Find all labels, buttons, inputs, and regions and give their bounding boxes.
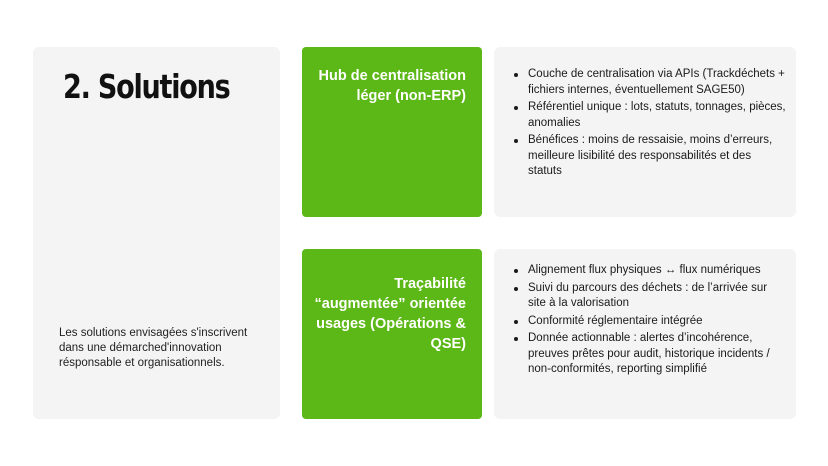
intro-text: Les solutions envisagées s'inscrivent dans une démarched'innovation résponsable et organisationnels.: [59, 327, 248, 369]
list-item-text: Couche de centralisation via APIs (Trackdéchets + fichiers internes, éventuellement SAGE50): [528, 68, 785, 96]
bullet-icon: [514, 337, 518, 341]
list-item: [512, 331, 786, 378]
list-item-text: Bénéfices : moins de ressaisie, moins d’erreurs, meilleure lisibilité des responsabilités et des statuts: [528, 134, 773, 177]
solution-heading-1: Hub de centralisation léger (non-ERP): [318, 68, 466, 104]
bullet-icon: [514, 320, 518, 324]
solution-list-2: [512, 263, 786, 378]
solution-heading-card-1: [302, 47, 482, 217]
list-item: [512, 67, 786, 98]
list-item-text: Suivi du parcours des déchets : de l’arrivée sur site à la valorisation: [528, 281, 768, 309]
list-item-text: Alignement flux physiques ↔ flux numériques: [528, 264, 761, 276]
intro-panel: [33, 47, 280, 419]
list-item: [512, 281, 786, 312]
list-item: [512, 263, 786, 279]
list-item: [512, 314, 786, 330]
bullet-icon: [514, 106, 518, 110]
bullet-icon: [514, 139, 518, 143]
list-item-text: Conformité réglementaire intégrée: [528, 314, 703, 327]
bullet-icon: [514, 287, 518, 291]
list-item: [512, 133, 786, 180]
list-item: [512, 100, 786, 131]
solution-details-card-2: [494, 249, 796, 419]
solution-heading-2: Traçabilité “augmentée” orientée usages (Opérations & QSE): [314, 276, 466, 352]
bullet-icon: [514, 269, 518, 273]
list-item-text: Donnée actionnable : alertes d’incohérence, preuves prêtes pour audit, historique incidents / non-conformités, reporting simplifié: [528, 332, 770, 375]
solution-details-card-1: [494, 47, 796, 217]
solution-heading-card-2: [302, 249, 482, 419]
bullet-icon: [514, 73, 518, 77]
list-item-text: Référentiel unique : lots, statuts, tonnages, pièces, anomalies: [528, 101, 786, 129]
page-title: 2. Solutions: [63, 67, 230, 106]
solution-list-1: [512, 67, 786, 180]
